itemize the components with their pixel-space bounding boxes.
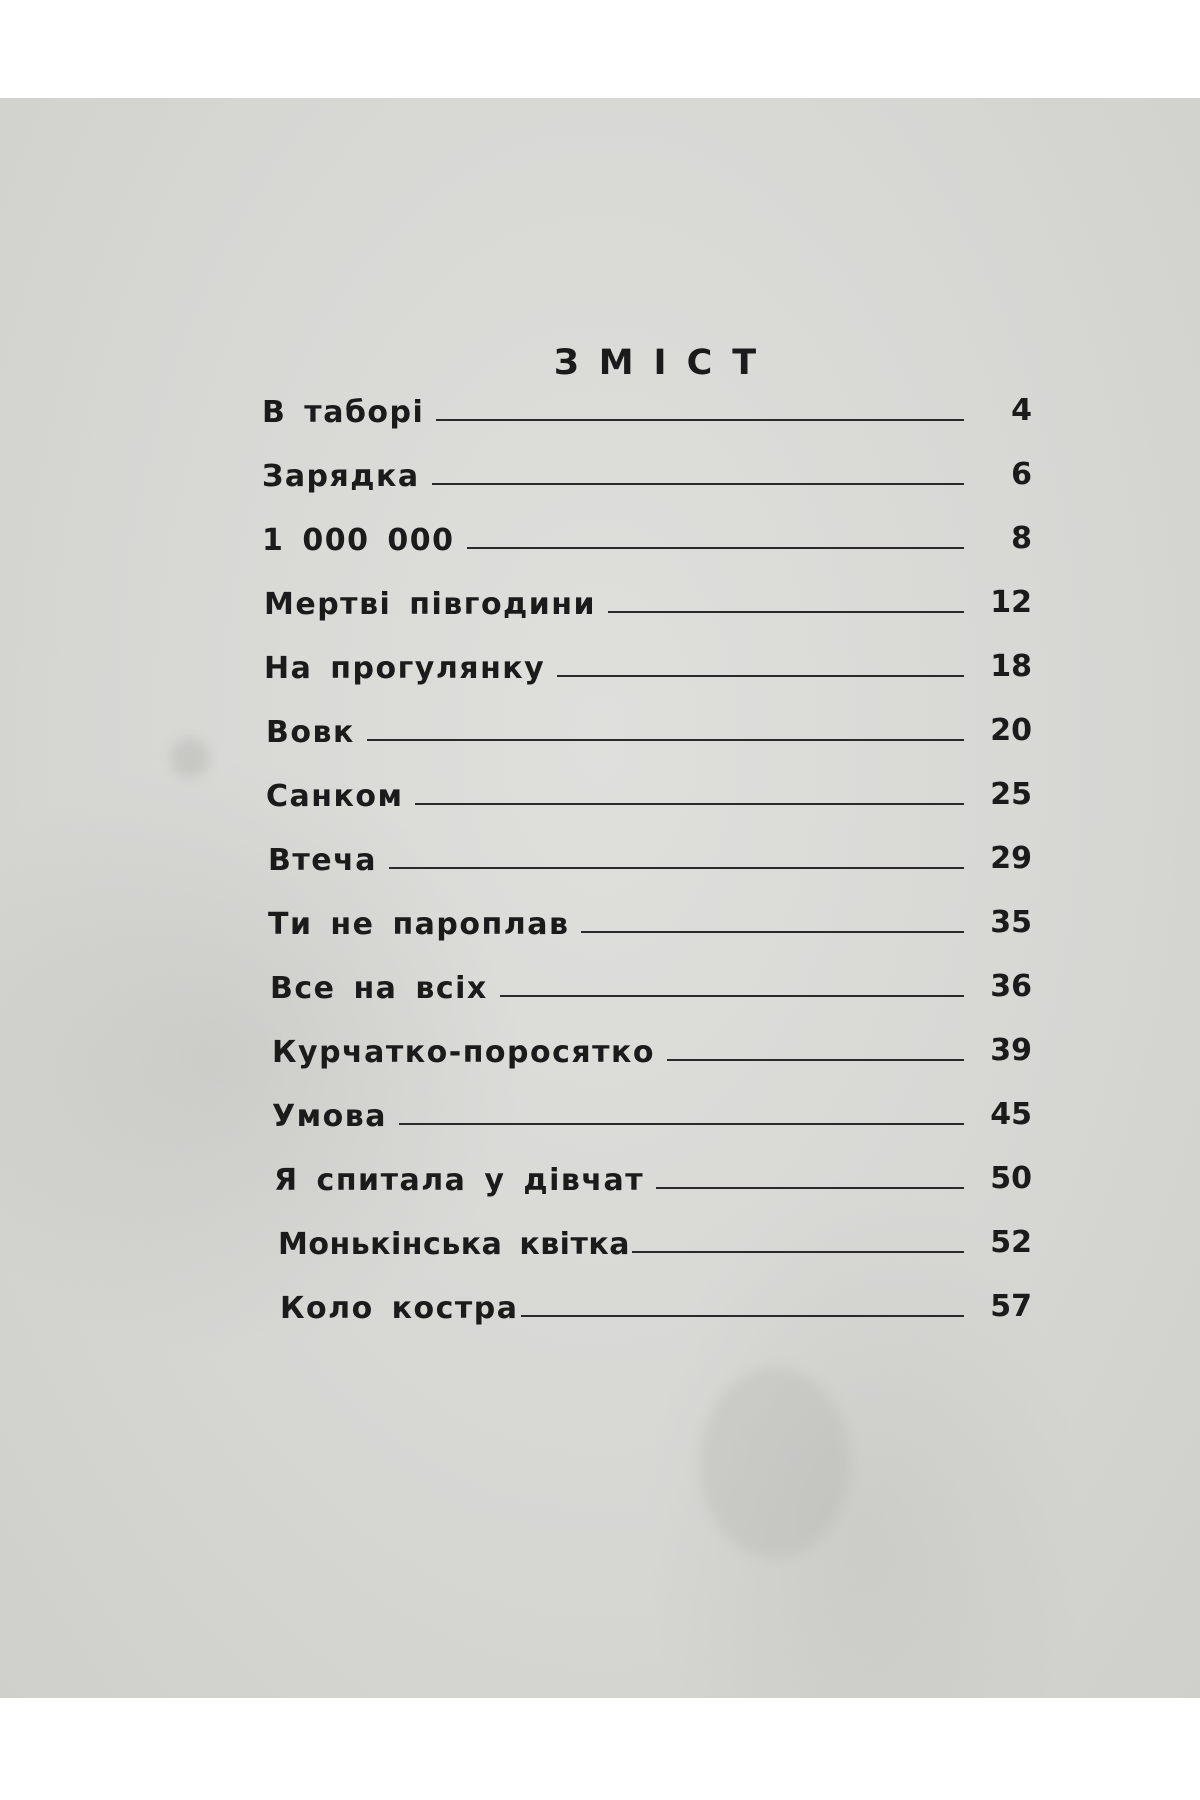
toc-entry xyxy=(266,774,1032,814)
table-of-contents xyxy=(0,98,1200,1698)
toc-entry-title: Умова xyxy=(272,1099,387,1134)
toc-page-number: 20 xyxy=(990,713,1032,748)
dot-leader xyxy=(656,1187,964,1189)
dot-leader xyxy=(632,1251,964,1253)
toc-entry xyxy=(262,518,1032,558)
toc-entry xyxy=(278,1222,1032,1262)
toc-page-number: 57 xyxy=(990,1289,1032,1324)
toc-page-number: 18 xyxy=(990,649,1032,684)
dot-leader xyxy=(415,803,964,805)
toc-entry xyxy=(268,838,1032,878)
toc-entry-title: Втеча xyxy=(268,843,377,878)
dot-leader xyxy=(500,995,964,997)
toc-entry-title: Я спитала у дівчат xyxy=(274,1163,645,1198)
dot-leader xyxy=(399,1123,964,1125)
toc-entry-title: На прогулянку xyxy=(264,651,546,686)
dot-leader xyxy=(557,675,964,677)
toc-page-number: 12 xyxy=(990,585,1032,620)
page-title: ЗМІСТ xyxy=(553,343,777,383)
toc-page-number: 39 xyxy=(990,1033,1032,1068)
toc-page-number: 35 xyxy=(990,905,1032,940)
toc-entry-title: Курчатко-поросятко xyxy=(272,1035,656,1070)
dot-leader xyxy=(581,931,964,933)
toc-entry xyxy=(266,710,1032,750)
dot-leader xyxy=(436,419,964,421)
dot-leader xyxy=(432,483,964,485)
toc-page-number: 8 xyxy=(1011,521,1032,556)
toc-entry-title: В таборі xyxy=(262,395,425,430)
book-page xyxy=(0,98,1200,1698)
toc-entry-title: 1 000 000 xyxy=(262,523,455,558)
toc-page-number: 25 xyxy=(990,777,1032,812)
dot-leader xyxy=(367,739,964,741)
toc-entry-title: Монькінська квітка xyxy=(278,1227,630,1262)
toc-entry xyxy=(272,1094,1032,1134)
toc-page-number: 29 xyxy=(990,841,1032,876)
toc-entry-title: Ти не пароплав xyxy=(268,907,570,942)
toc-entry xyxy=(264,582,1032,622)
toc-page-number: 52 xyxy=(990,1225,1032,1260)
toc-entry-title: Санком xyxy=(266,779,404,814)
toc-entry xyxy=(262,454,1032,494)
toc-entry xyxy=(272,1030,1032,1070)
toc-entry xyxy=(264,646,1032,686)
toc-entry xyxy=(268,902,1032,942)
toc-entry xyxy=(270,966,1032,1006)
dot-leader xyxy=(667,1059,964,1061)
toc-entry xyxy=(262,390,1032,430)
dot-leader xyxy=(389,867,964,869)
toc-page-number: 36 xyxy=(990,969,1032,1004)
dot-leader xyxy=(608,611,964,613)
toc-entry xyxy=(274,1158,1032,1198)
toc-entry-title: Зарядка xyxy=(262,459,420,494)
toc-entry-title: Все на всіх xyxy=(270,971,488,1006)
dot-leader xyxy=(467,547,964,549)
toc-page-number: 6 xyxy=(1011,457,1032,492)
toc-entry-title: Мертві півгодини xyxy=(264,587,597,622)
toc-page-number: 4 xyxy=(1011,393,1032,428)
dot-leader xyxy=(521,1315,964,1317)
toc-entry-title: Вовк xyxy=(266,715,355,750)
toc-entry-title: Коло костра xyxy=(280,1291,519,1326)
toc-page-number: 50 xyxy=(990,1161,1032,1196)
toc-entry xyxy=(280,1286,1032,1326)
toc-page-number: 45 xyxy=(990,1097,1032,1132)
